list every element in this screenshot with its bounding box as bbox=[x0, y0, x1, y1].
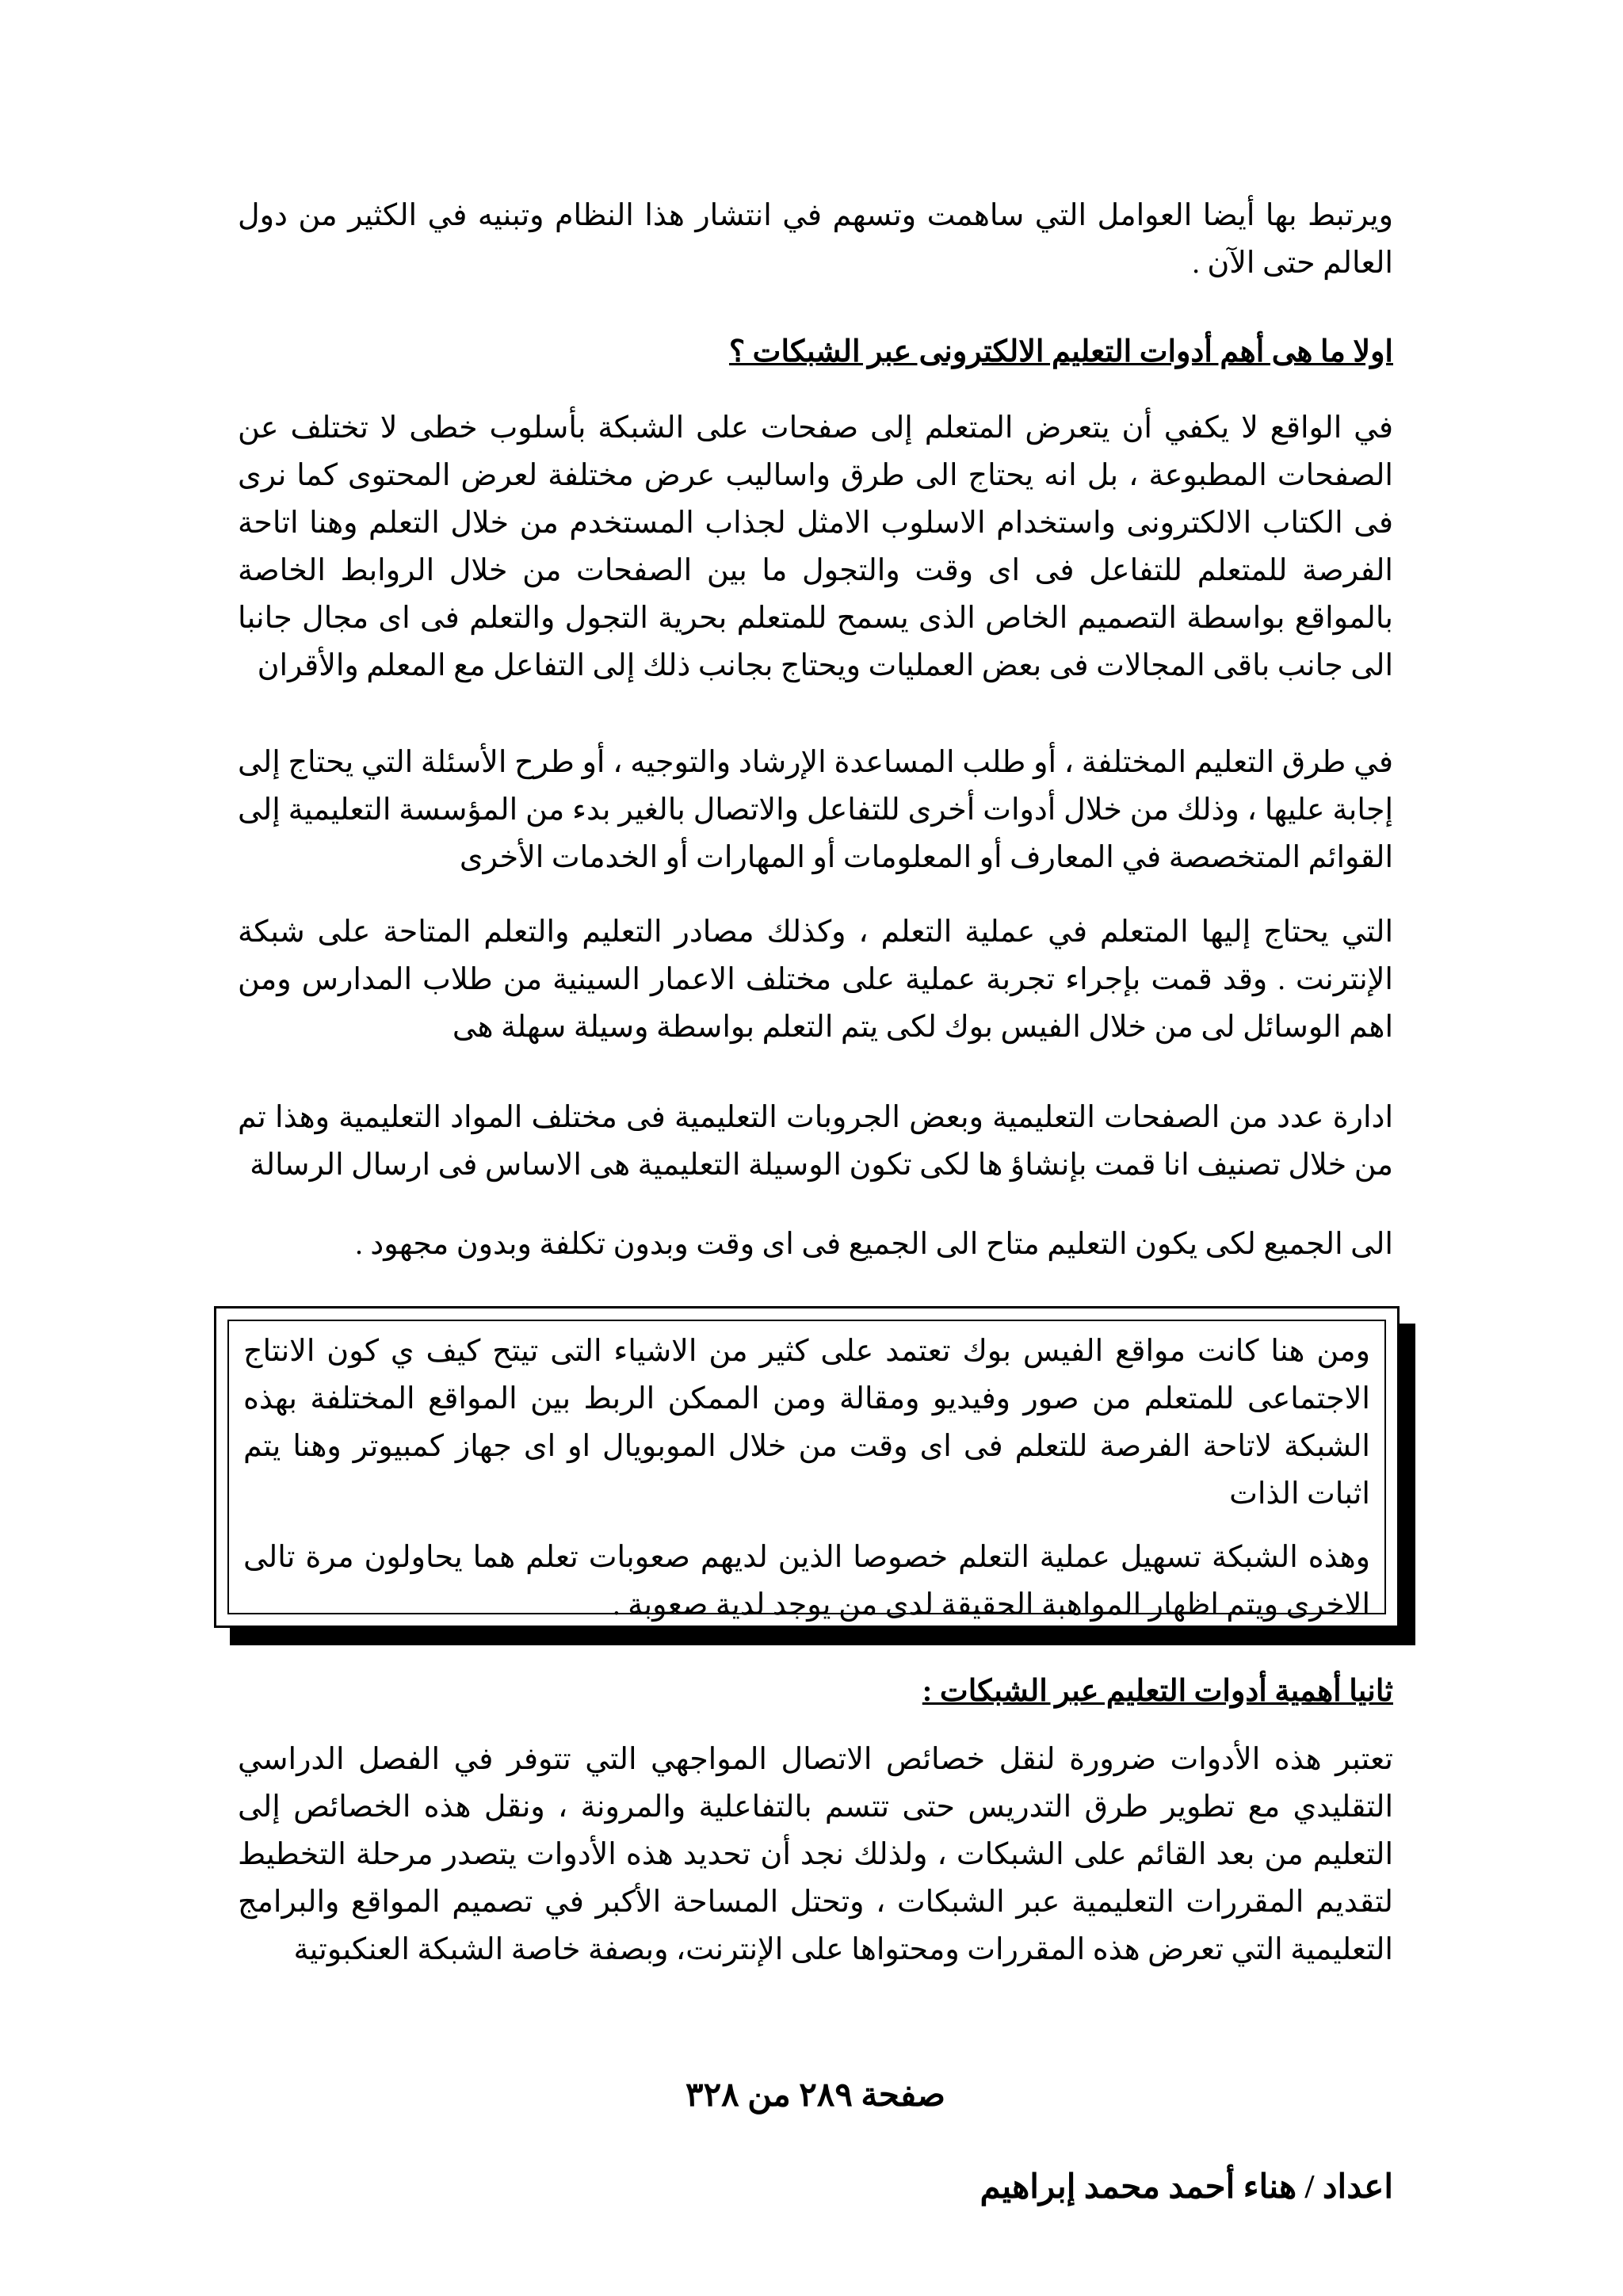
heading-importance: ثانيا أهمية أدوات التعليم عبر الشبكات : bbox=[922, 1675, 1393, 1708]
paragraph-intro: ويرتبط بها أيضا العوامل التي ساهمت وتسهم في انتشار هذا النظام وتبنيه في الكثير من دول العالم حتى الآن . bbox=[238, 199, 1393, 280]
heading-tools: اولا ما هى أهم أدوات التعليم الالكترونى عبر الشبكات ؟ bbox=[729, 335, 1393, 369]
author-credit: اعداد / هناء أحمد محمد إبراهيم bbox=[980, 2169, 1393, 2206]
highlight-box-inner bbox=[227, 1320, 1386, 1622]
paragraph-tools-1: في الواقع لا يكفي أن يتعرض المتعلم إلى صفحات على الشبكة بأسلوب خطى لا تختلف عن الصفحات المطبوعة ، بل انه يحتاج الى طرق واساليب عرض مختلفة لعرض المحتوى كما نرى فى الكتاب الالكترونى واستخدام الاسلوب الامثل لجذاب المستخدم من خلال التعلم وهنا اتاحة الفرصة للمتعلم للتفاعل فى اى وقت والتجول ما بين الصفحات من خلال الروابط الخاصة بالمواقع بواسطة التصميم الخاص الذى يسمح للمتعلم بحرية التجول والتعلم فى اى مجال جانبا الى جانب باقى المجالات فى بعض العمليات ويحتاج بجانب ذلك إلى التفاعل مع المعلم والأقران bbox=[238, 411, 1393, 682]
paragraph-tools-4: ادارة عدد من الصفحات التعليمية وبعض الجروبات التعليمية فى مختلف المواد التعليمية وهذا تم من خلال تصنيف انا قمت بإنشاؤ ها لكى تكون الوسيلة التعليمية هى الاساس فى ارسال الرسالة bbox=[238, 1101, 1393, 1182]
page-number: صفحة ٢٨٩ من ٣٢٨ bbox=[685, 2077, 945, 2114]
paragraph-tools-2: في طرق التعليم المختلفة ، أو طلب المساعدة الإرشاد والتوجيه ، أو طرح الأسئلة التي يحتاج إلى إجابة عليها ، وذلك من خلال أدوات أخرى للتفاعل والاتصال بالغير بدء من المؤسسة التعليمية إلى القوائم المتخصصة في المعارف أو المعلومات أو المهارات أو الخدمات الأخرى bbox=[238, 746, 1393, 874]
box-paragraph-1: ومن هنا كانت مواقع الفيس بوك تعتمد على كثير من الاشياء التى تيتح كيف ي كون الانتاج الاجتماعى للمتعلم من صور وفيديو ومقالة ومن الممكن الربط بين المواقع المختلفة بهذه الشبكة لاتاحة الفرصة للتعلم فى اى وقت من خلال الموبويال او اى جهاز كمبيوتر وهنا يتم اثبات الذات bbox=[243, 1335, 1370, 1511]
paragraph-tools-3: التي يحتاج إليها المتعلم في عملية التعلم ، وكذلك مصادر التعليم والتعلم المتاحة على شبكة الإنترنت . وقد قمت بإجراء تجربة عملية على مختلف الاعمار السينية من طلاب المدارس ومن اهم الوسائل لى من خلال الفيس بوك لكى يتم التعلم بواسطة وسيلة سهلة هى bbox=[238, 915, 1393, 1044]
paragraph-importance: تعتبر هذه الأدوات ضرورة لنقل خصائص الاتصال المواجهي التي تتوفر في الفصل الدراسي التقليدي مع تطوير طرق التدريس حتى تتسم بالتفاعلية والمرونة ، ونقل هذه الخصائص إلى التعليم من بعد القائم على الشبكات ، ولذلك نجد أن تحديد هذه الأدوات يتصدر مرحلة التخطيط لتقديم المقررات التعليمية عبر الشبكات ، وتحتل المساحة الأكبر في تصميم المواقع والبرامج التعليمية التي تعرض هذه المقررات ومحتواها على الإنترنت، وبصفة خاصة الشبكة العنكبوتية bbox=[238, 1743, 1393, 1966]
box-paragraph-2: وهذه الشبكة تسهيل عملية التعلم خصوصا الذين لديهم صعوبات تعلم هما يحاولون مرة تالى الاخرى ويتم اظهار المواهبة الحقيقة لدى من يوجد لدية صعوبة . bbox=[243, 1541, 1370, 1622]
highlight-box bbox=[214, 1306, 1400, 1628]
paragraph-tools-5: الى الجميع لكى يكون التعليم متاح الى الجميع فى اى وقت وبدون تكلفة وبدون مجهود . bbox=[355, 1228, 1393, 1261]
